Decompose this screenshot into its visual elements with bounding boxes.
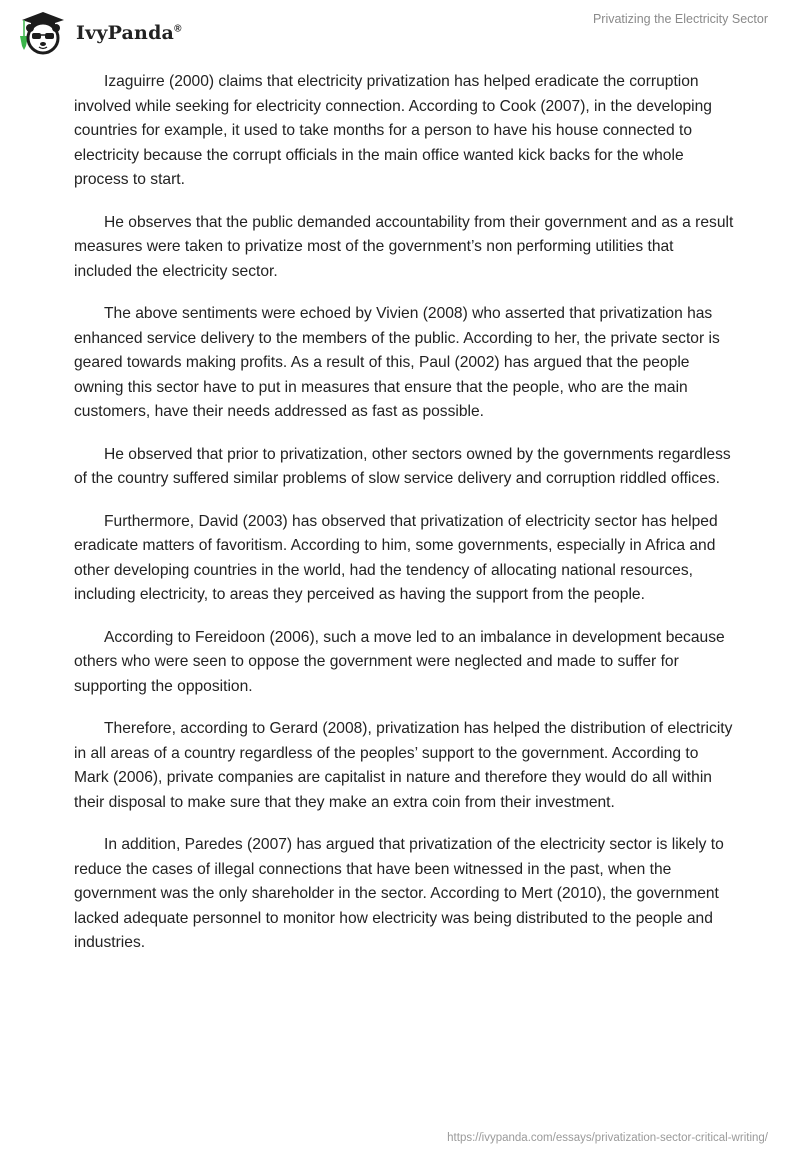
brand-name <box>76 22 182 44</box>
page-header <box>0 0 800 60</box>
paragraph: He observed that prior to privatization, other sectors owned by the governments regardless of the country suffered similar problems of slow service delivery and corruption riddled offices. <box>74 445 731 487</box>
document-title: Privatizing the Electricity Sector <box>592 12 768 26</box>
paragraph: Furthermore, David (2003) has observed that privatization of electricity sector has helped eradicate matters of favoritism. According to him, some governments, especially in Africa and other developing countries in the world, had the tendency of allocating national resources, including electricity, to areas they perceived as having the support from the people. <box>74 512 718 603</box>
source-url-link[interactable]: https://ivypanda.com/essays/privatization-sector-critical-writing/ <box>447 1132 768 1144</box>
paragraph: Izaguirre (2000) claims that electricity privatization has helped eradicate the corruption involved while seeking for electricity connection. According to Cook (2007), in the developing countries for example, it used to take months for a person to have his house connected to electricity because the corrupt officials in the main office wanted kick backs for the whole process to start. <box>74 73 712 188</box>
paragraph: In addition, Paredes (2007) has argued that privatization of the electricity sector is likely to reduce the cases of illegal connections that have been witnessed in the past, when the government was the only shareholder in the sector. According to Mert (2010), the government lacked adequate personnel to monitor how electricity was being distributed to the people and industries. <box>74 836 724 951</box>
paragraph: According to Fereidoon (2006), such a move led to an imbalance in development because others who were seen to oppose the government were neglected and made to suffer for supporting the opposition. <box>74 628 725 695</box>
essay-body <box>74 70 734 974</box>
paragraph: Therefore, according to Gerard (2008), privatization has helped the distribution of electricity in all areas of a country regardless of the peoples’ support to the government. According to Mark (2006), private companies are capitalist in nature and therefore they would do all within their disposal to make sure that they make an extra coin from their investment. <box>74 720 733 811</box>
ivypanda-logo[interactable] <box>14 8 182 56</box>
panda-graduate-icon <box>14 8 72 56</box>
registered-mark: ® <box>174 23 182 35</box>
brand-label: IvyPanda <box>76 22 175 44</box>
paragraph: He observes that the public demanded accountability from their government and as a result measures were taken to privatize most of the government’s non performing utilities that included the electricity sector. <box>74 213 734 280</box>
paragraph: The above sentiments were echoed by Vivien (2008) who asserted that privatization has enhanced service delivery to the members of the public. According to her, the private sector is geared towards making profits. As a result of this, Paul (2002) has argued that the people owning this sector have to put in measures that ensure that the people, who are the main customers, have their needs addressed as fast as possible. <box>74 305 720 420</box>
